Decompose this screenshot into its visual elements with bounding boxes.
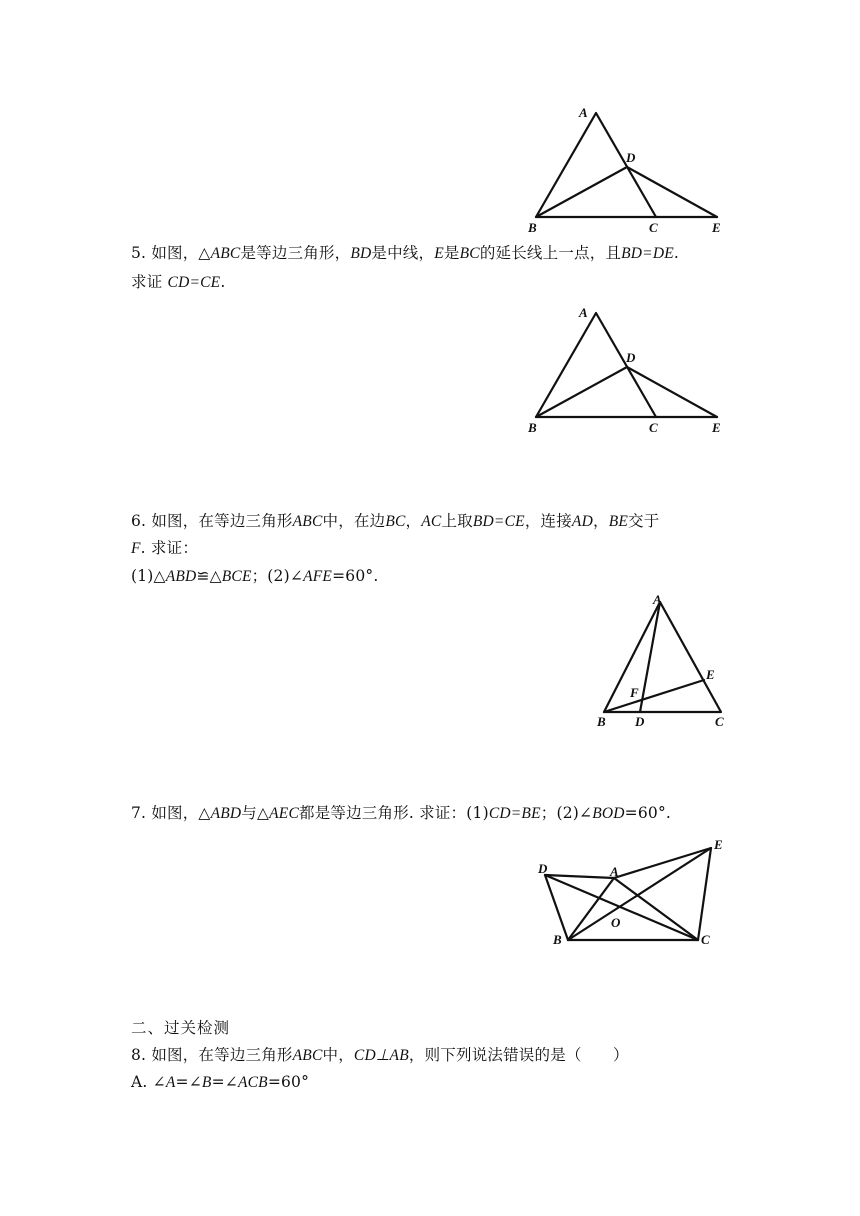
label-e: E <box>714 837 723 852</box>
label-b: B <box>553 932 562 947</box>
label-e: E <box>706 667 715 682</box>
label-a: A <box>610 864 619 879</box>
label-b: B <box>528 420 537 435</box>
triangle-abc <box>536 113 656 217</box>
problem-5-line-2: 求证 CD=CE. <box>131 273 226 291</box>
label-d: D <box>635 714 645 729</box>
problem-8-option-a: A. ∠A=∠B=∠ACB=60° <box>131 1073 310 1091</box>
label-d: D <box>626 350 636 365</box>
label-a: A <box>579 305 588 320</box>
problem-5-line-1: 5. 如图，△ABC是等边三角形，BD是中线，E是BC的延长线上一点，且BD=DE. <box>131 244 680 262</box>
figure-problem-5 <box>525 303 735 438</box>
label-c: C <box>715 714 724 729</box>
problem-6-line-3: (1)△ABD≌△BCE；(2)∠AFE=60°. <box>131 567 379 585</box>
label-e: E <box>712 220 721 235</box>
triangle-abc <box>604 602 721 712</box>
triangle-abd <box>545 875 614 940</box>
label-e: E <box>712 420 721 435</box>
figure-top-triangle <box>525 103 735 238</box>
label-a: A <box>579 105 588 120</box>
problem-6-line-2: F. 求证： <box>131 539 199 557</box>
triangle-aec <box>614 848 711 940</box>
section-2-title: 二、过关检测 <box>131 1019 231 1037</box>
problem-6-line-1: 6. 如图，在等边三角形ABC中，在边BC，AC上取BD=CE，连接AD，BE交于 <box>131 512 660 530</box>
label-b: B <box>597 714 606 729</box>
label-c: C <box>701 932 710 947</box>
problem-8-line-1: 8. 如图，在等边三角形ABC中，CD⊥AB，则下列说法错误的是（ ） <box>131 1046 629 1064</box>
label-d: D <box>626 150 636 165</box>
label-c: C <box>649 220 658 235</box>
triangle-abc <box>536 313 656 417</box>
label-f: F <box>630 685 639 700</box>
label-c: C <box>649 420 658 435</box>
label-o: O <box>611 915 621 930</box>
label-b: B <box>528 220 537 235</box>
figure-problem-6 <box>593 590 738 735</box>
label-d: D <box>538 861 548 876</box>
figure-problem-7 <box>530 832 735 954</box>
label-a: A <box>653 592 662 607</box>
problem-7-line-1: 7. 如图，△ABD与△AEC都是等边三角形. 求证：(1)CD=BE；(2)∠BOD=60°. <box>131 804 672 822</box>
